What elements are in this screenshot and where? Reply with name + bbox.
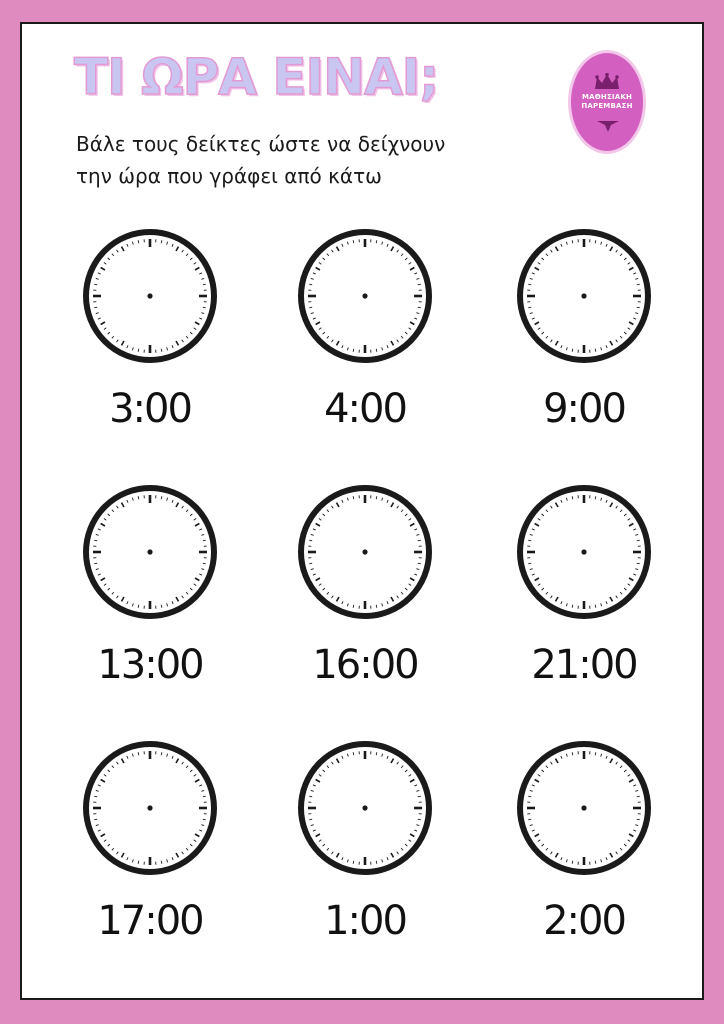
logo-text: [571, 93, 643, 111]
logo: [568, 50, 646, 154]
minute-tick: [637, 563, 640, 564]
minute-tick: [161, 496, 162, 499]
minute-tick: [138, 861, 139, 864]
instructions-line-2: την ώρα που γράφει από κάτω: [76, 164, 382, 188]
minute-tick: [309, 540, 312, 541]
minute-tick: [528, 307, 531, 308]
minute-tick: [138, 349, 139, 352]
minute-tick: [138, 496, 139, 499]
worksheet-page: [20, 22, 704, 1000]
clock-item: [265, 482, 465, 712]
minute-tick: [94, 796, 97, 797]
minute-tick: [528, 563, 531, 564]
minute-tick: [353, 605, 354, 608]
minute-tick: [94, 284, 97, 285]
worksheet-title: ΤΙ ΩΡΑ ΕΙΝΑΙ;: [74, 48, 439, 106]
clock-face-icon[interactable]: [295, 226, 435, 366]
minute-tick: [418, 796, 421, 797]
clock-time-label: 9:00: [543, 386, 625, 432]
clock-face-icon[interactable]: [80, 738, 220, 878]
minute-tick: [595, 605, 596, 608]
minute-tick: [376, 861, 377, 864]
minute-tick: [572, 861, 573, 864]
minute-tick: [528, 819, 531, 820]
minute-tick: [161, 861, 162, 864]
minute-tick: [309, 819, 312, 820]
minute-tick: [309, 284, 312, 285]
minute-tick: [161, 349, 162, 352]
minute-tick: [353, 240, 354, 243]
minute-tick: [572, 240, 573, 243]
clock-face-icon[interactable]: [295, 738, 435, 878]
clock-center-dot: [362, 549, 367, 554]
clock-item: [484, 482, 684, 712]
clock-item: [50, 738, 250, 968]
minute-tick: [595, 349, 596, 352]
minute-tick: [528, 796, 531, 797]
minute-tick: [637, 796, 640, 797]
minute-tick: [376, 496, 377, 499]
clock-time-label: 3:00: [109, 386, 191, 432]
minute-tick: [94, 540, 97, 541]
minute-tick: [418, 540, 421, 541]
minute-tick: [309, 796, 312, 797]
minute-tick: [595, 240, 596, 243]
minute-tick: [353, 861, 354, 864]
minute-tick: [94, 563, 97, 564]
minute-tick: [161, 605, 162, 608]
clock-item: [50, 226, 250, 456]
minute-tick: [376, 605, 377, 608]
minute-tick: [203, 563, 206, 564]
clock-time-label: 2:00: [543, 898, 625, 944]
minute-tick: [572, 496, 573, 499]
clock-center-dot: [581, 805, 586, 810]
minute-tick: [203, 796, 206, 797]
clock-time-label: 16:00: [312, 642, 418, 688]
minute-tick: [94, 307, 97, 308]
clock-time-label: 13:00: [97, 642, 203, 688]
ornament-icon: [595, 119, 621, 133]
clock-face-icon[interactable]: [514, 226, 654, 366]
clock-face-icon[interactable]: [295, 482, 435, 622]
clock-center-dot: [581, 549, 586, 554]
clock-center-dot: [581, 293, 586, 298]
clock-item: [484, 738, 684, 968]
minute-tick: [161, 752, 162, 755]
clock-time-label: 1:00: [324, 898, 406, 944]
minute-tick: [418, 563, 421, 564]
clock-face-icon[interactable]: [80, 226, 220, 366]
minute-tick: [595, 496, 596, 499]
minute-tick: [637, 307, 640, 308]
clock-item: [484, 226, 684, 456]
clock-center-dot: [147, 293, 152, 298]
clock-time-label: 4:00: [324, 386, 406, 432]
clock-time-label: 21:00: [531, 642, 637, 688]
minute-tick: [353, 349, 354, 352]
clock-time-label: 17:00: [97, 898, 203, 944]
logo-line-2: ΠΑΡΕΜΒΑΣΗ: [581, 102, 633, 110]
crown-icon: [593, 73, 621, 91]
minute-tick: [353, 752, 354, 755]
minute-tick: [353, 496, 354, 499]
minute-tick: [203, 307, 206, 308]
minute-tick: [94, 819, 97, 820]
minute-tick: [138, 240, 139, 243]
instructions-line-1: Βάλε τους δείκτες ώστε να δείχνουν: [76, 132, 446, 156]
minute-tick: [309, 563, 312, 564]
clock-item: [50, 482, 250, 712]
minute-tick: [572, 752, 573, 755]
minute-tick: [203, 540, 206, 541]
minute-tick: [138, 605, 139, 608]
minute-tick: [376, 240, 377, 243]
minute-tick: [637, 819, 640, 820]
minute-tick: [418, 284, 421, 285]
clock-item: [265, 738, 465, 968]
minute-tick: [572, 349, 573, 352]
minute-tick: [595, 752, 596, 755]
clock-face-icon[interactable]: [514, 482, 654, 622]
clock-face-icon[interactable]: [80, 482, 220, 622]
instructions: [76, 128, 556, 192]
minute-tick: [309, 307, 312, 308]
minute-tick: [528, 284, 531, 285]
clock-center-dot: [362, 293, 367, 298]
minute-tick: [528, 540, 531, 541]
clock-center-dot: [362, 805, 367, 810]
minute-tick: [637, 284, 640, 285]
minute-tick: [595, 861, 596, 864]
minute-tick: [138, 752, 139, 755]
minute-tick: [376, 752, 377, 755]
clock-item: [265, 226, 465, 456]
clock-center-dot: [147, 549, 152, 554]
minute-tick: [418, 307, 421, 308]
minute-tick: [637, 540, 640, 541]
minute-tick: [376, 349, 377, 352]
minute-tick: [203, 284, 206, 285]
clock-face-icon[interactable]: [514, 738, 654, 878]
logo-line-1: ΜΑΘΗΣΙΑΚΗ: [581, 93, 633, 101]
minute-tick: [572, 605, 573, 608]
minute-tick: [161, 240, 162, 243]
clock-center-dot: [147, 805, 152, 810]
minute-tick: [418, 819, 421, 820]
minute-tick: [203, 819, 206, 820]
